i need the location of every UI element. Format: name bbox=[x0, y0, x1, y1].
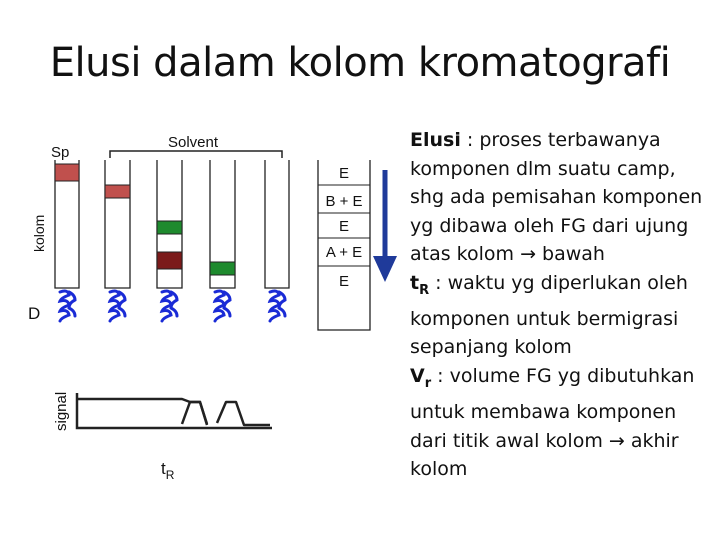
solvent-label: Solvent bbox=[168, 134, 219, 151]
definition-term: V bbox=[410, 364, 425, 387]
tr-label-sub: R bbox=[165, 468, 175, 482]
detector-coil-icon bbox=[270, 291, 285, 321]
definition-vr bbox=[410, 362, 715, 484]
definition-text: waktu yg diperlukan oleh komponen untuk bermigrasi sepanjang kolom bbox=[410, 271, 688, 359]
definition-term-sub: r bbox=[424, 375, 432, 391]
band-b-col4 bbox=[210, 262, 235, 275]
zone-label: B + E bbox=[325, 193, 363, 210]
definition-elusi bbox=[410, 126, 715, 269]
band-sample-col1 bbox=[55, 164, 79, 181]
band-sample-col2 bbox=[105, 185, 130, 198]
signal-trace bbox=[77, 399, 270, 425]
detector-coil-icon bbox=[60, 291, 75, 321]
definition-term: Elusi bbox=[410, 129, 461, 151]
zone-label: E bbox=[338, 218, 350, 235]
kolom-label: kolom bbox=[31, 214, 47, 252]
column-5 bbox=[265, 160, 289, 288]
column-2 bbox=[105, 160, 130, 288]
definition-term: t bbox=[410, 271, 420, 294]
definition-separator: : bbox=[431, 364, 450, 387]
zone-label: E bbox=[338, 273, 350, 290]
solvent-bracket bbox=[110, 151, 282, 158]
sp-label: Sp bbox=[51, 144, 70, 161]
zone-label: A + E bbox=[325, 244, 363, 261]
band-b-col3 bbox=[157, 221, 182, 234]
band-a-col3 bbox=[157, 252, 182, 269]
definition-text: volume FG yg dibutuhkan untuk membawa komponen dari titik awal kolom → akhir kolom bbox=[410, 364, 695, 481]
detector-coil-icon bbox=[162, 291, 177, 321]
flow-arrow-icon bbox=[373, 256, 397, 282]
definition-separator: : bbox=[429, 271, 448, 294]
detector-label: D bbox=[28, 304, 41, 323]
definition-text: proses terbawanya komponen dlm suatu camp, shg ada pemisahan komponen yg dibawa oleh FG dari ujung atas kolom → bawah bbox=[410, 129, 703, 265]
definitions-panel bbox=[410, 126, 715, 484]
tr-label bbox=[161, 459, 175, 482]
definition-term-sub: R bbox=[419, 282, 430, 298]
tr-label-main: t bbox=[161, 459, 166, 478]
zone-label: E bbox=[338, 165, 350, 182]
detector-coil-icon bbox=[215, 291, 230, 321]
page-title: Elusi dalam kolom kromatografi bbox=[49, 40, 671, 86]
signal-label: signal bbox=[53, 391, 70, 431]
definition-separator: : bbox=[460, 129, 480, 151]
definition-tr bbox=[410, 269, 715, 362]
peak-b bbox=[182, 402, 207, 424]
detector-coil-icon bbox=[110, 291, 125, 321]
